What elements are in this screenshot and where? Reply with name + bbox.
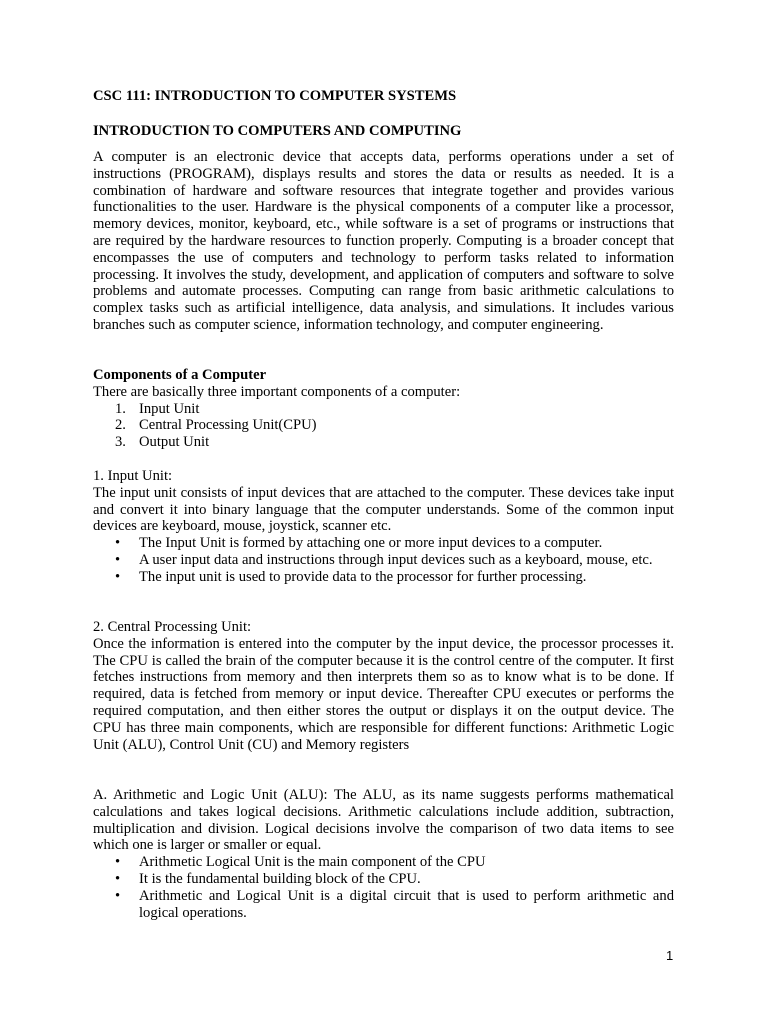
input-unit-heading: 1. Input Unit: — [93, 468, 173, 484]
bullet-icon: • — [115, 568, 121, 585]
bullet-icon: • — [115, 551, 121, 568]
alu-bullets — [93, 854, 674, 921]
components-intro: There are basically three important components of a computer: — [93, 383, 461, 400]
alu-paragraph: A. Arithmetic and Logic Unit (ALU): The ALU, as its name suggests performs mathematical calculations and takes logical decisions. Arithmetic calculations include addition, subtraction, multiplication and division. Logical decisions involve the comparison of two data items to see which one is larger or smaller or equal. — [93, 787, 674, 854]
intro-paragraph: A computer is an electronic device that accepts data, performs operations under a set of instructions (PROGRAM), displays results and stores the data or results as needed. It is a combination of hardware and software resources that integrate together and provides various functionalities to the user. Hardware is the physical components of a computer like a processor, memory devices, monitor, keyboard, etc., while software is a set of programs or instructions that are required by the hardware resources to function properly. Computing is a broader concept that encompasses the use of computers and technology to perform tasks related to information processing. It involves the study, development, and application of computers and software to solve problems and automate processes. Computing can range from basic arithmetic calculations to complex tasks such as artificial intelligence, data analysis, and simulations. It includes various branches such as computer science, information technology, and computer engineering. — [93, 149, 674, 333]
page-number: 1 — [666, 948, 674, 963]
list-item — [93, 401, 674, 418]
bullet-icon: • — [115, 887, 121, 904]
list-number: 2. — [115, 417, 126, 434]
bullet-icon: • — [115, 870, 121, 887]
list-item-text: Arithmetic Logical Unit is the main component of the CPU — [139, 854, 486, 871]
bullet-icon: • — [115, 854, 121, 871]
input-unit-bullets — [93, 535, 674, 585]
list-item-text: Central Processing Unit(CPU) — [139, 417, 317, 434]
input-unit-paragraph: The input unit consists of input devices that are attached to the computer. These devices take input and convert it into binary language that the computer understands. Some of the common input devices are keyboard, mouse, joystick, scanner etc. — [93, 484, 674, 535]
list-item-text: Output Unit — [139, 434, 210, 451]
input-unit-section — [93, 468, 674, 586]
list-item — [93, 569, 674, 586]
list-item — [93, 888, 674, 922]
list-item — [93, 417, 674, 434]
cpu-heading: 2. Central Processing Unit: — [93, 619, 252, 635]
list-item — [93, 871, 674, 888]
list-item-text: The input unit is used to provide data to the processor for further processing. — [139, 568, 587, 585]
list-item — [93, 552, 674, 569]
list-number: 1. — [115, 400, 126, 417]
components-section — [93, 367, 674, 451]
course-title: CSC 111: INTRODUCTION TO COMPUTER SYSTEMS — [93, 88, 457, 104]
list-item-text: A user input data and instructions through input devices such as a keyboard, mouse, etc. — [139, 551, 653, 568]
components-heading: Components of a Computer — [93, 367, 267, 383]
list-item-text: The Input Unit is formed by attaching one or more input devices to a computer. — [139, 535, 603, 552]
cpu-section — [93, 619, 674, 753]
cpu-paragraph: Once the information is entered into the computer by the input device, the processor processes it. The CPU is called the brain of the computer because it is the control centre of the computer. It first fetches instructions from memory and then interprets them so as to know what is to be done. If required, data is fetched from memory or input device. Thereafter CPU executes or performs the required computation, and then either stores the output or displays it on the output device. The CPU has three main components, which are responsible for different functions: Arithmetic Logic Unit (ALU), Control Unit (CU) and Memory registers — [93, 635, 674, 753]
list-item-text: Arithmetic and Logical Unit is a digital circuit that is used to perform arithmetic and logical operations. — [139, 887, 674, 921]
list-item-text: It is the fundamental building block of the CPU. — [139, 870, 421, 887]
list-number: 3. — [115, 434, 126, 451]
alu-section — [93, 787, 674, 921]
list-item — [93, 535, 674, 552]
bullet-icon: • — [115, 535, 121, 552]
list-item — [93, 434, 674, 451]
components-list — [93, 401, 674, 451]
list-item-text: Input Unit — [139, 400, 200, 417]
list-item — [93, 854, 674, 871]
section-title: INTRODUCTION TO COMPUTERS AND COMPUTING — [93, 123, 462, 139]
